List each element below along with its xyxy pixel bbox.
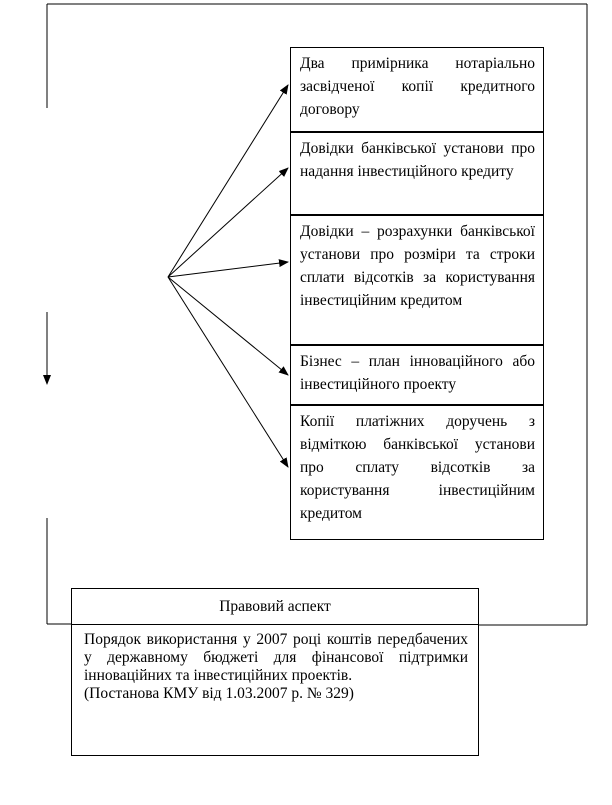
document-box-payment-orders — [290, 405, 544, 540]
document-box-interest-calculation — [290, 215, 544, 345]
document-box-text: Два примірника нотаріально засвідченої копії кредитного договору — [300, 55, 535, 118]
document-box-text: Довідки банківської установи про надання інвестиційного кредиту — [300, 140, 535, 180]
document-box-bank-certificate — [290, 132, 544, 215]
legal-aspect-text: Порядок використання у 2007 році коштів передбачених у державному бюджеті для фінансової підтримки інноваційних та інвестиційних проектів. — [84, 631, 468, 684]
document-box-text: Бізнес – план інноваційного або інвестиційного проекту — [300, 353, 535, 393]
arrow-to-doc-3 — [168, 262, 288, 277]
legal-aspect-title: Правовий аспект — [72, 589, 478, 625]
legal-aspect-reference: (Постанова КМУ від 1.03.2007 р. № 329) — [84, 685, 354, 702]
arrow-to-doc-4 — [168, 277, 288, 375]
document-box-notarized-copies — [290, 47, 544, 132]
arrow-to-doc-2 — [168, 168, 288, 277]
document-box-text: Довідки – розрахунки банківської установи про розміри та строки сплати відсотків за користування інвестиційним кредитом — [300, 223, 535, 309]
arrow-to-doc-5 — [168, 277, 288, 467]
legal-aspect-box — [71, 588, 479, 756]
document-box-text: Копії платіжних доручень з відміткою банківської установи про сплату відсотків за користування інвестиційним кредитом — [300, 413, 535, 522]
legal-aspect-body — [84, 631, 468, 703]
document-box-business-plan — [290, 345, 544, 405]
arrow-to-doc-1 — [168, 85, 288, 277]
